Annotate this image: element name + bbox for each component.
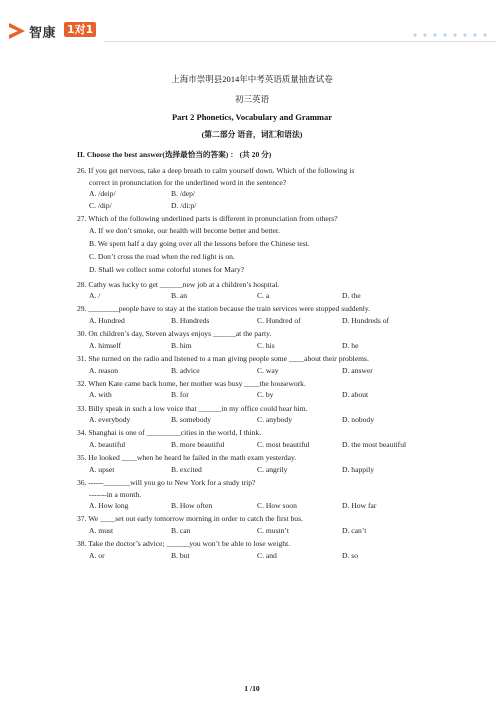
answer-option: A. with [89,390,112,400]
answer-option: C. angrily [257,464,288,474]
section-heading: II. Choose the best answer(选择最恰当的答案) ： (共 20 分) [77,150,272,159]
answer-option: A. reason [89,365,119,375]
document-title: 上海市崇明县2014年中考英语质量抽查试卷 [171,74,333,84]
answer-option: C. anybody [257,415,293,425]
answer-option: A. beautiful [89,440,126,449]
question-text: 34. Shanghai is one of _________cities in the world, I think. [77,428,262,438]
answer-option: C. by [257,390,274,400]
part-subtitle: (第二部分 语音，词汇和语法) [201,130,303,139]
page-number: 1 /10 [244,684,260,693]
question-text: -------in a month. [89,489,142,499]
question-text: 35. He looked ____when he heard he failed in the math exam yesterday. [77,453,297,463]
answer-option: D. nobody [342,415,375,425]
part-title: Part 2 Phonetics, Vocabulary and Grammar [171,112,333,122]
answer-option: D. so [342,550,359,560]
answer-option: D. Hundreds of [342,316,390,325]
answer-option: A. everybody [89,415,131,425]
answer-option: A. /deip/ [89,189,116,199]
question-text: 26. If you get nervous, take a deep breath to calm yourself down. Which of the following is [77,166,355,175]
answer-option: C. and [257,550,277,560]
answer-option: B. but [171,550,190,560]
question-text: 36. ------_______will you go to New York for a study trip? [77,478,256,487]
question-text: 27. Which of the following underlined parts is different in pronunciation from others? [77,214,338,223]
answer-option: B. somebody [171,415,212,425]
answer-option: B. more beautiful [171,440,225,449]
answer-option: D. the [342,291,361,301]
question-text: correct in pronunciation for the underlined word in the sentence? [89,177,287,187]
answer-option: D. happily [342,464,375,474]
answer-option: D. /di:p/ [171,200,197,210]
answer-option: A. must [89,526,114,535]
answer-option: D. How far [342,501,377,511]
answer-option: C. /dip/ [89,200,112,210]
brand-name: 智康 [29,26,57,41]
answer-option: A. / [89,291,101,301]
answer-option: C. Hundred of [257,316,301,325]
answer-option: C. way [257,365,279,375]
answer-option: C. a [257,291,270,301]
brand-badge: 1对1 [64,22,96,37]
answer-option: A. himself [89,340,122,350]
answer-option: D. answer [342,365,373,375]
answer-option: C. mustn’t [257,526,289,535]
decorative-dots-icon [105,30,497,40]
answer-option: A. How long [89,501,129,511]
answer-option: A. Hundred [89,316,125,325]
question-text: 30. On children’s day, Steven always enjoys ______at the party. [77,329,272,339]
answer-option: C. How soon [257,501,297,511]
question-text: 32. When Kate came back home, her mother was busy ____the housework. [77,378,306,388]
answer-option: B. excited [171,464,202,474]
answer-option: B. advice [171,365,200,375]
question-text: 31. She turned on the radio and listened to a man giving people some ____about their problems. [77,354,369,363]
answer-option: D. the most beautiful [342,440,407,449]
answer-option: D. about [342,390,369,400]
answer-option: B. can [171,526,191,535]
header-divider [104,41,496,42]
answer-option: C. Don’t cross the road when the red light is on. [89,251,235,261]
answer-option: D. can’t [342,526,367,535]
answer-option: B. /dep/ [171,189,196,199]
answer-option: A. If we don’t smoke, our health will become better and better. [89,225,280,235]
answer-option: D. he [342,340,359,350]
answer-option: B. him [171,340,192,350]
answer-option: D. Shall we collect some colorful stones for Mary? [89,264,244,274]
question-text: 29. ________people have to stay at the station because the train services were stopped suddenly. [77,304,371,314]
answer-option: C. most beautiful [257,440,310,449]
answer-option: B. an [171,291,188,301]
answer-option: C. his [257,340,275,350]
question-text: 38. Take the doctor’s advice; ______you won’t be able to lose weight. [77,539,291,549]
answer-option: B. Hundreds [171,316,210,325]
answer-option: A. upset [89,464,115,474]
document-subtitle: 初三英语 [234,94,269,104]
answer-option: B. for [171,390,189,400]
question-text: 33. Billy speak in such a low voice that ______in my office could hear him. [77,403,308,413]
answer-option: B. How often [171,501,213,511]
question-text: 37. We ____set out early tomorrow morning in order to catch the first bus. [77,514,303,524]
question-text: 28. Cathy was lucky to get ______new job at a children’s hospital. [77,279,280,289]
answer-option: B. We spent half a day going over all the lessons before the Chinese test. [89,238,310,248]
answer-option: A. or [89,550,105,560]
brand-logo-icon [9,23,25,39]
page-header [0,0,504,52]
